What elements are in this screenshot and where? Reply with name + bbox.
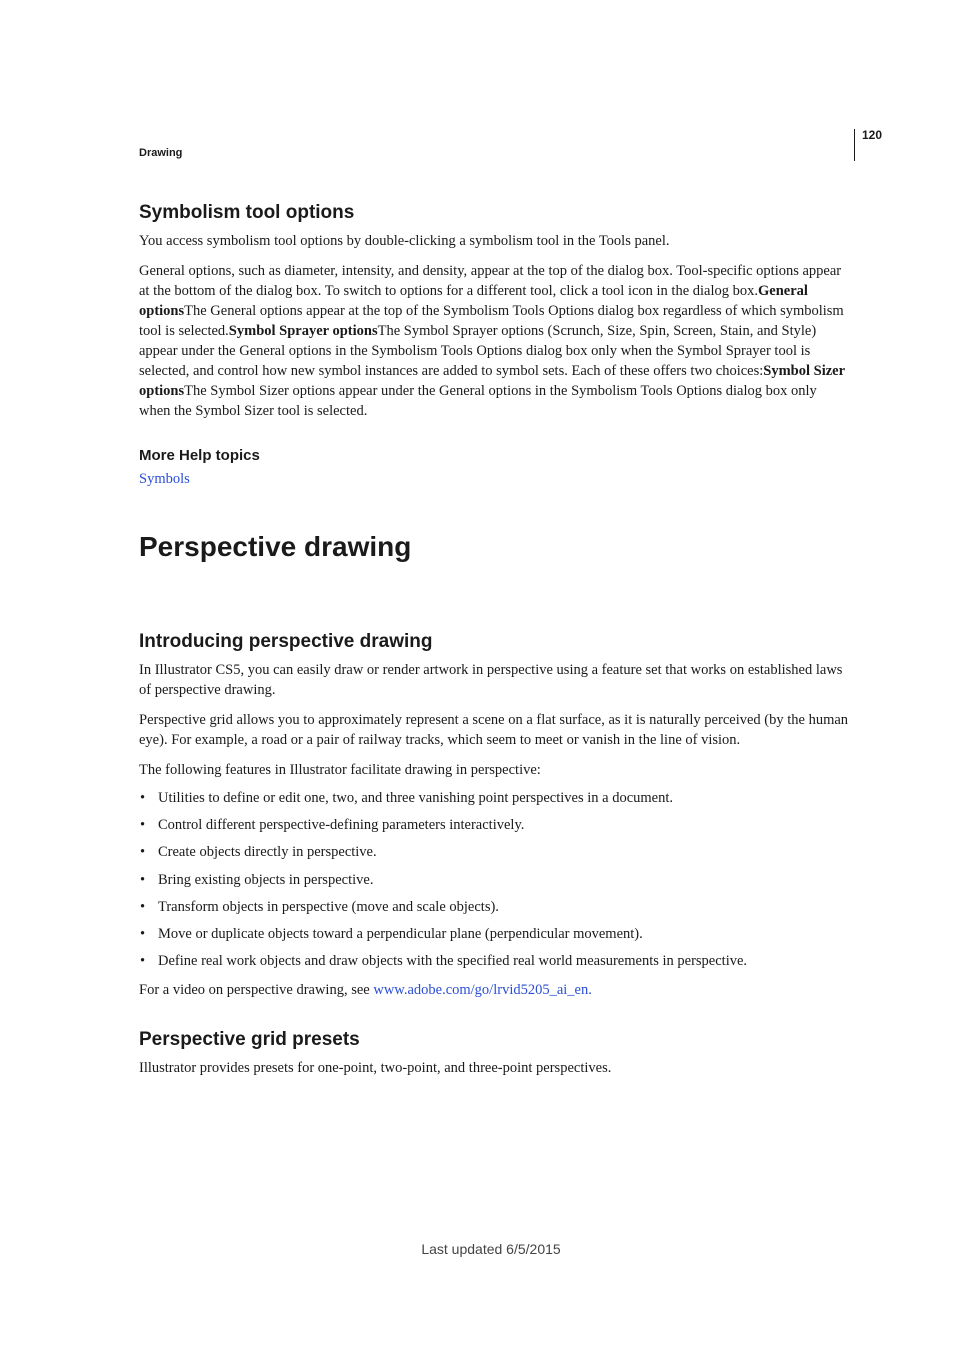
symbolism-heading: Symbolism tool options [139,202,355,223]
introducing-perspective-heading: Introducing perspective drawing [139,631,433,652]
bullet-glyph: • [140,817,146,834]
list-item [139,788,851,815]
list-item-text: Bring existing objects in perspective. [158,871,374,888]
more-help-heading: More Help topics [139,447,260,464]
list-item [139,897,851,924]
bullet-glyph: • [140,925,146,942]
paragraph-text: The General options appear at the top of the Symbolism Tools Options dialog box regardless of which symbolism tool is selected. [139,303,844,339]
general-options-label: General options [139,283,808,319]
video-paragraph [139,980,851,1000]
bullet-glyph: • [140,898,146,915]
list-item-text: Create objects directly in perspective. [158,844,377,861]
bullet-glyph: • [140,871,146,888]
running-header: Drawing [139,147,183,159]
symbolism-options-paragraph [139,261,851,421]
list-item-text: Define real work objects and draw objects with the specified real world measurements in perspective. [158,953,748,970]
bullet-glyph: • [140,790,146,806]
feature-list [139,788,851,978]
list-item [139,842,851,869]
list-item [139,951,851,978]
list-item-text: Utilities to define or edit one, two, and three vanishing point perspectives in a document. [158,790,674,806]
list-item [139,815,851,842]
last-updated-footer: Last updated 6/5/2015 [421,1241,561,1257]
sprayer-options-label: Symbol Sprayer options [228,323,378,339]
symbols-link[interactable]: Symbols [139,471,190,487]
list-item-text: Control different perspective-defining parameters interactively. [158,817,525,834]
presets-heading: Perspective grid presets [139,1029,360,1050]
perspective-title: Perspective drawing [139,531,412,562]
bullet-glyph: • [140,844,146,861]
list-item [139,924,851,951]
list-item-text: Transform objects in perspective (move and scale objects). [158,898,499,915]
sizer-options-label: Symbol Sizer options [139,363,845,399]
intro-paragraph-3: The following features in Illustrator facilitate drawing in perspective: [139,762,541,778]
video-link[interactable]: www.adobe.com/go/lrvid5205_ai_en. [373,982,592,998]
intro-paragraph-1: In Illustrator CS5, you can easily draw or render artwork in perspective using a feature set that works on established laws of perspective drawing. [139,662,843,698]
symbolism-intro: You access symbolism tool options by double-clicking a symbolism tool in the Tools panel. [139,233,670,249]
page-number: 120 [862,128,883,142]
intro-paragraph-2: Perspective grid allows you to approximately represent a scene on a flat surface, as it is naturally perceived (by the human eye). For example, a road or a pair of railway tracks, which seem to meet or vanish in the line of vision. [139,712,849,748]
list-item-text: Move or duplicate objects toward a perpendicular plane (perpendicular movement). [158,925,643,942]
presets-paragraph: Illustrator provides presets for one-point, two-point, and three-point perspectives. [139,1060,612,1076]
video-text: For a video on perspective drawing, see [139,982,374,998]
paragraph-text: The Symbol Sprayer options (Scrunch, Size, Spin, Screen, Stain, and Style) appear under the General options in the Symbolism Tools Options dialog box only when the Symbol Sprayer tool is selected, and control how new symbol instances are added to symbol sets. Each of these offers two choices: [139,323,817,379]
paragraph-text: General options, such as diameter, intensity, and density, appear at the top of the dialog box. Tool-specific options appear at the bottom of the dialog box. To switch to options for a different tool, click a tool icon in the dialog box. [139,263,842,299]
paragraph-text: The Symbol Sizer options appear under the General options in the Symbolism Tools Options dialog box only when the Symbol Sizer tool is selected. [139,383,817,419]
bullet-glyph: • [140,953,146,970]
list-item [139,870,851,897]
page-number-rule [854,129,855,161]
